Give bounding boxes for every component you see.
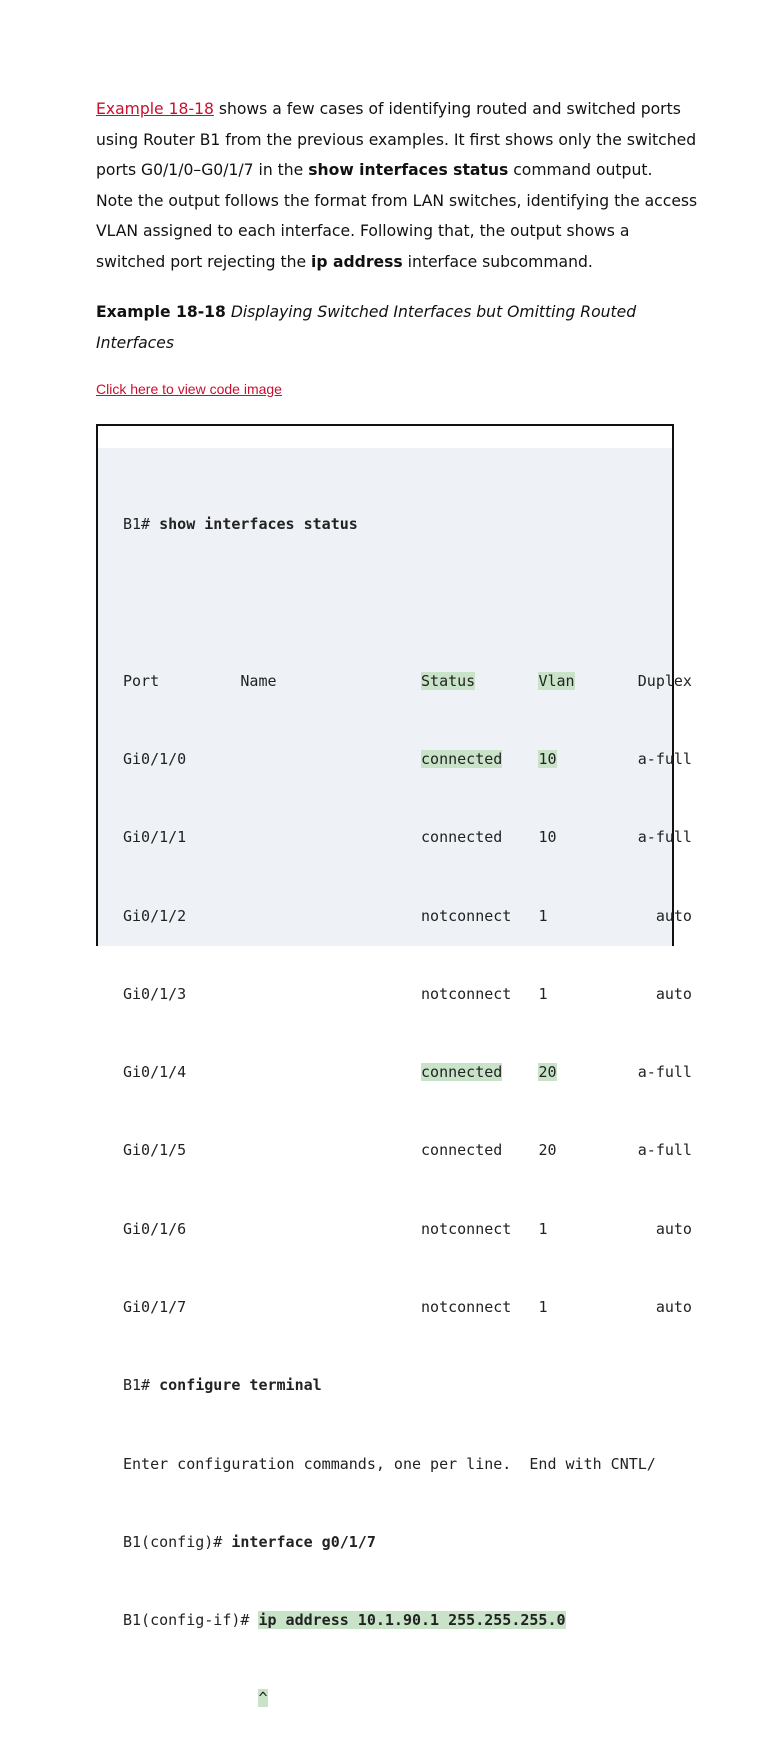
code-listing (123, 459, 692, 1764)
command: ip address 10.1.90.1 255.255.255.0 (258, 1611, 566, 1630)
code-row (123, 981, 692, 1007)
row-duplex: a-full (637, 1141, 692, 1160)
row-vlan: 1 (538, 984, 548, 1003)
col-duplex-header: Duplex (637, 671, 692, 690)
code-row (123, 1059, 692, 1085)
row-status: notconnect (421, 984, 512, 1003)
example-link[interactable]: Example 18-18 (96, 100, 214, 118)
caption-line-1 (96, 297, 656, 328)
row-duplex: a-full (637, 1063, 692, 1082)
code-row (123, 1216, 692, 1242)
code-line-cmd2 (123, 1372, 692, 1398)
row-vlan: 1 (538, 906, 548, 925)
row-status: notconnect (421, 1219, 512, 1238)
para-text: switched port rejecting the (96, 252, 312, 271)
row-port: Gi0/1/4 (123, 1063, 187, 1082)
row-port: Gi0/1/5 (123, 1141, 187, 1160)
para-line-2: using Router B1 from the previous examples. It first shows only the switched (96, 130, 697, 149)
row-status: connected (421, 1141, 503, 1160)
row-duplex: a-full (637, 828, 692, 847)
row-duplex: auto (655, 906, 692, 925)
col-name-header: Name (240, 671, 277, 690)
code-row (123, 824, 692, 850)
code-block (96, 424, 692, 1708)
code-line-caret (123, 1685, 692, 1711)
code-row (123, 746, 692, 772)
row-status: notconnect (421, 906, 512, 925)
code-row (123, 1294, 692, 1320)
row-duplex: auto (655, 984, 692, 1003)
col-port-header: Port (123, 671, 160, 690)
intro-paragraph (96, 94, 698, 277)
para-line-3 (96, 155, 686, 186)
para-text: interface subcommand. (402, 252, 593, 271)
para-line-1 (96, 94, 686, 125)
row-port: Gi0/1/7 (123, 1298, 187, 1316)
code-row (123, 903, 692, 929)
caption-label: Example 18-18 (96, 303, 226, 321)
col-vlan-header: Vlan (538, 671, 575, 690)
code-row (123, 1137, 692, 1163)
code-line-cmd4 (123, 1607, 692, 1633)
para-text: shows a few cases of identifying routed and switched ports (213, 100, 681, 118)
prompt: B1(config-if)# (123, 1611, 259, 1630)
row-port: Gi0/1/2 (123, 906, 187, 925)
row-vlan: 10 (538, 750, 557, 769)
row-port: Gi0/1/1 (123, 828, 187, 847)
row-status: connected (421, 1063, 503, 1082)
caption-line-2: Interfaces (96, 334, 174, 352)
caption-title: Displaying Switched Interfaces but Omitting Routed (225, 303, 637, 321)
command: show interfaces status (159, 515, 358, 534)
code-line-header (123, 668, 692, 694)
command: interface g0/1/7 (231, 1532, 376, 1551)
para-text: command output. (508, 161, 653, 179)
col-status-header: Status (421, 671, 476, 690)
example-caption (96, 297, 656, 359)
row-vlan: 20 (538, 1141, 557, 1160)
row-duplex: a-full (637, 750, 692, 769)
code-line-cmd3 (123, 1529, 692, 1555)
command: configure terminal (159, 1376, 322, 1395)
row-port: Gi0/1/6 (123, 1219, 187, 1238)
row-vlan: 10 (538, 828, 557, 847)
row-duplex: auto (655, 1219, 692, 1238)
prompt: B1# (123, 515, 160, 534)
command-name: show interfaces status (308, 161, 509, 179)
row-vlan: 20 (538, 1063, 557, 1082)
para-line-6 (96, 247, 686, 278)
error-caret: ^ (258, 1689, 268, 1708)
row-vlan: 1 (538, 1298, 548, 1316)
command-name: ip address (311, 252, 403, 271)
row-port: Gi0/1/0 (123, 750, 187, 769)
row-status: connected (421, 750, 503, 769)
para-text: ports G0/1/0–G0/1/7 in the (96, 161, 309, 179)
para-line-5: VLAN assigned to each interface. Following that, the output shows a (96, 222, 630, 240)
code-line-enter-msg: Enter configuration commands, one per line. End with CNTL/ (123, 1454, 656, 1473)
view-code-image-link[interactable]: Click here to view code image (96, 381, 282, 397)
row-status: connected (421, 828, 503, 847)
prompt: B1(config)# (123, 1532, 232, 1551)
row-vlan: 1 (538, 1219, 548, 1238)
prompt: B1# (123, 1376, 160, 1395)
code-line-cmd1 (123, 511, 692, 537)
code-line-blank (123, 589, 692, 615)
para-line-4: Note the output follows the format from LAN switches, identifying the access (96, 191, 698, 210)
row-duplex: auto (655, 1298, 692, 1316)
row-port: Gi0/1/3 (123, 984, 187, 1003)
row-status: notconnect (421, 1298, 512, 1316)
